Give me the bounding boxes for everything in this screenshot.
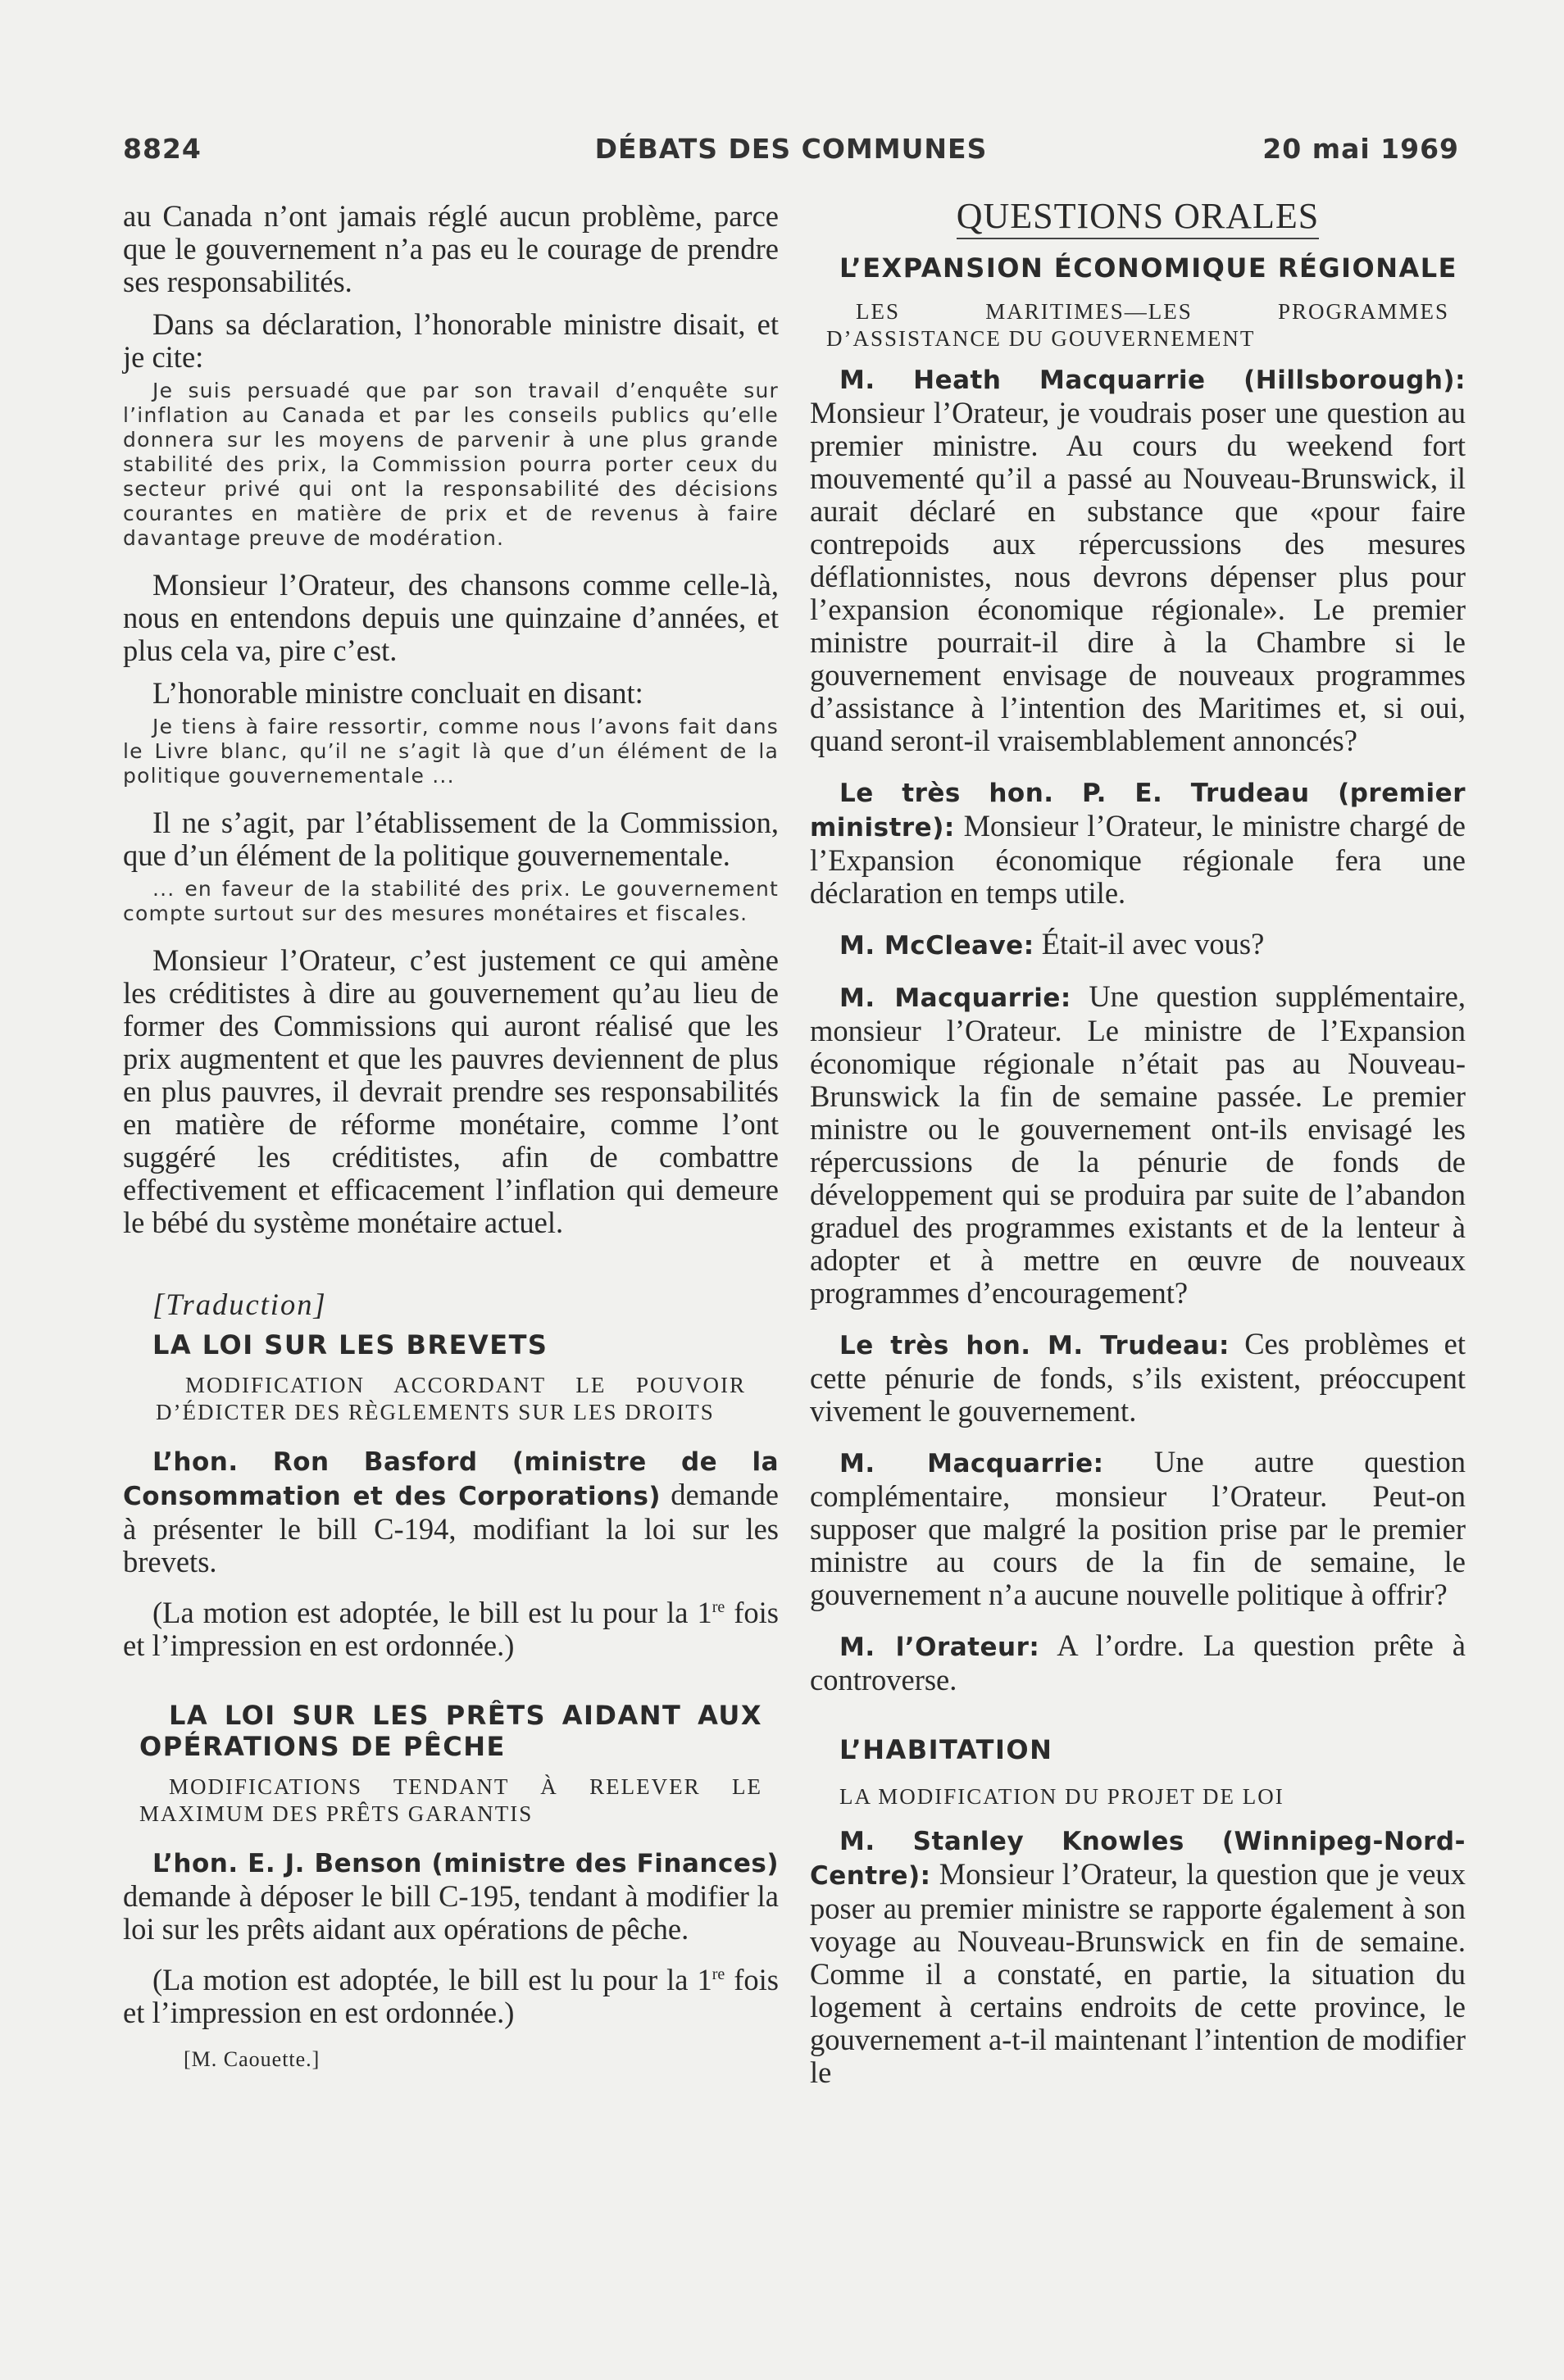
section-heading: L’HABITATION (839, 1734, 1053, 1765)
speaker: M. l’Orateur: (839, 1633, 1040, 1662)
section-subheading: LES MARITIMES—LES PROGRAMMES D’ASSISTANCE DU GOUVERNEMENT (826, 299, 1449, 351)
speaker: Le très hon. P. E. Trudeau (premier ministre): (810, 779, 1466, 843)
paragraph: L’hon. E. J. Benson (ministre des Finances) demande à déposer le bill C-195, tendant à modifier la loi sur les prêts aidant aux opérations de pêche. (123, 1849, 779, 1946)
speaker: Le très hon. M. Trudeau: (839, 1331, 1230, 1360)
paragraph: Il ne s’agit, par l’établissement de la Commission, que d’un élément de la politique gouvernementale. (123, 806, 779, 872)
paragraph: M. Macquarrie: Une autre question complémentaire, monsieur l’Orateur. Peut-on supposer que malgré la position prise par le premier ministre au cours de la fin de semaine, le gouvernement n’a aucune nouvelle politique à offrir? (810, 1445, 1466, 1611)
paragraph: L’honorable ministre concluait en disant: (152, 676, 643, 710)
page-date: 20 mai 1969 (1262, 133, 1459, 165)
section-heading: LA LOI SUR LES PRÊTS AIDANT AUX OPÉRATIONS DE PÊCHE (139, 1700, 762, 1762)
section-heading: L’EXPANSION ÉCONOMIQUE RÉGIONALE (839, 252, 1457, 284)
paragraph: Monsieur l’Orateur, des chansons comme celle-là, nous en entendons depuis une quinzaine d’années, et plus cela va, pire c’est. (123, 568, 779, 667)
speaker: M. Heath Macquarrie (Hillsborough): (839, 366, 1466, 395)
traduction-label: [Traduction] (152, 1288, 327, 1321)
speaker: L’hon. Ron Basford (ministre de la Consommation et des Corporations) (123, 1447, 779, 1511)
paragraph: M. Stanley Knowles (Winnipeg-Nord-Centre): Monsieur l’Orateur, la question que je veux poser au premier ministre se rapporte également à son voyage au Nouveau-Brunswick en fin de semaine. Comme il a constaté, en partie, la situation du logement à certains endroits de cette province, le gouvernement a-t-il maintenant l’intention de modifier le (810, 1827, 1466, 2089)
running-title: DÉBATS DES COMMUNES (594, 133, 988, 165)
paragraph: (La motion est adoptée, le bill est lu pour la 1re fois et l’impression en est ordonnée.) (123, 1963, 780, 2029)
speaker: L’hon. E. J. Benson (ministre des Finances) (152, 1849, 779, 1878)
paragraph: Monsieur l’Orateur, c’est justement ce qui amène les créditistes à dire au gouvernement qu’au lieu de former des Commissions qui auront réalisé que les prix augmentent et que les pauvres deviennent de plus en plus pauvres, il devrait prendre ses responsabilités en matière de réforme monétaire, comme l’ont suggéré les créditistes, afin de combattre effectivement et efficacement l’inflation qui demeure le bébé du système monétaire actuel. (123, 943, 779, 1239)
footnote: [M. Caouette.] (184, 2047, 321, 2071)
speaker: M. Macquarrie: (839, 983, 1071, 1013)
quotation: ... en faveur de la stabilité des prix. Le gouvernement compte surtout sur des mesures monétaires et fiscales. (123, 877, 779, 925)
left-column (123, 200, 779, 2072)
page-number: 8824 (123, 133, 202, 165)
paragraph: M. Macquarrie: Une question supplémentaire, monsieur l’Orateur. Le ministre de l’Expansion économique régionale n’était pas au Nouveau-Brunswick la fin de semaine passée. Le premier ministre ou le gouvernement ont-ils envisagé les répercussions de la pénurie de fonds de développement qui se produira par suite de l’abandon graduel des programmes existants et de la lenteur à adopter et à mettre en œuvre de nouveaux programmes d’encouragement? (810, 979, 1466, 1310)
section-subheading: MODIFICATION ACCORDANT LE POUVOIR D’ÉDICTER DES RÈGLEMENTS SUR LES DROITS (156, 1373, 746, 1424)
speaker: M. Stanley Knowles (Winnipeg-Nord-Centre): (810, 1827, 1466, 1891)
speaker: M. Macquarrie: (839, 1449, 1104, 1478)
section-heading: LA LOI SUR LES BREVETS (152, 1329, 548, 1360)
section-title: QUESTIONS ORALES (810, 197, 1466, 236)
paragraph: (La motion est adoptée, le bill est lu pour la 1re fois et l’impression en est ordonnée.) (123, 1596, 780, 1662)
paragraph: M. Heath Macquarrie (Hillsborough): Monsieur l’Orateur, je voudrais poser une question au premier ministre. Au cours du weekend fort mouvementé qu’il a passé au Nouveau-Brunswick, il aurait déclaré en substance que «pour faire contrepoids aux répercussions des mesures déflationnistes, nous devrons dépenser plus pour l’expansion économique régionale». Le premier ministre pourrait-il dire à la Chambre si le gouvernement envisage de nouveaux programmes d’assistance à l’intention des Maritimes et, si oui, quand seront-il vraisemblablement annoncés? (810, 366, 1466, 757)
paragraph: au Canada n’ont jamais réglé aucun problème, parce que le gouvernement n’a pas eu le courage de prendre ses responsabilités. (123, 199, 779, 298)
page-header (123, 133, 1459, 169)
section-subheading: LA MODIFICATION DU PROJET DE LOI (839, 1784, 1284, 1809)
right-column (810, 196, 1466, 2089)
quotation: Je suis persuadé que par son travail d’enquête sur l’inflation au Canada et par les conseils publics qu’elle donnera sur les moyens de parvenir à une plus grande stabilité des prix, la Commission pourra porter ceux du secteur privé qui ont la responsabilité des décisions courantes en matière de prix et de revenus à faire davantage preuve de modération. (123, 379, 779, 550)
section-subheading: MODIFICATIONS TENDANT À RELEVER LE MAXIMUM DES PRÊTS GARANTIS (139, 1774, 762, 1826)
paragraph: M. McCleave: Était-il avec vous? (839, 927, 1265, 961)
paragraph: L’hon. Ron Basford (ministre de la Consommation et des Corporations) demande à présenter le bill C-194, modifiant la loi sur les brevets. (123, 1447, 779, 1578)
paragraph: M. l’Orateur: A l’ordre. La question prête à controverse. (810, 1628, 1466, 1696)
paragraph: Le très hon. M. Trudeau: Ces problèmes et cette pénurie de fonds, s’ils existent, préoccupent vivement le gouvernement. (810, 1327, 1466, 1428)
speaker: M. McCleave: (839, 931, 1034, 961)
paragraph: Dans sa déclaration, l’honorable ministre disait, et je cite: (123, 307, 779, 374)
paragraph: Le très hon. P. E. Trudeau (premier ministre): Monsieur l’Orateur, le ministre chargé de l’Expansion économique régionale fera une déclaration en temps utile. (810, 779, 1466, 910)
quotation: Je tiens à faire ressortir, comme nous l’avons fait dans le Livre blanc, qu’il ne s’agit là que d’un élément de la politique gouvernementale ... (123, 715, 779, 788)
